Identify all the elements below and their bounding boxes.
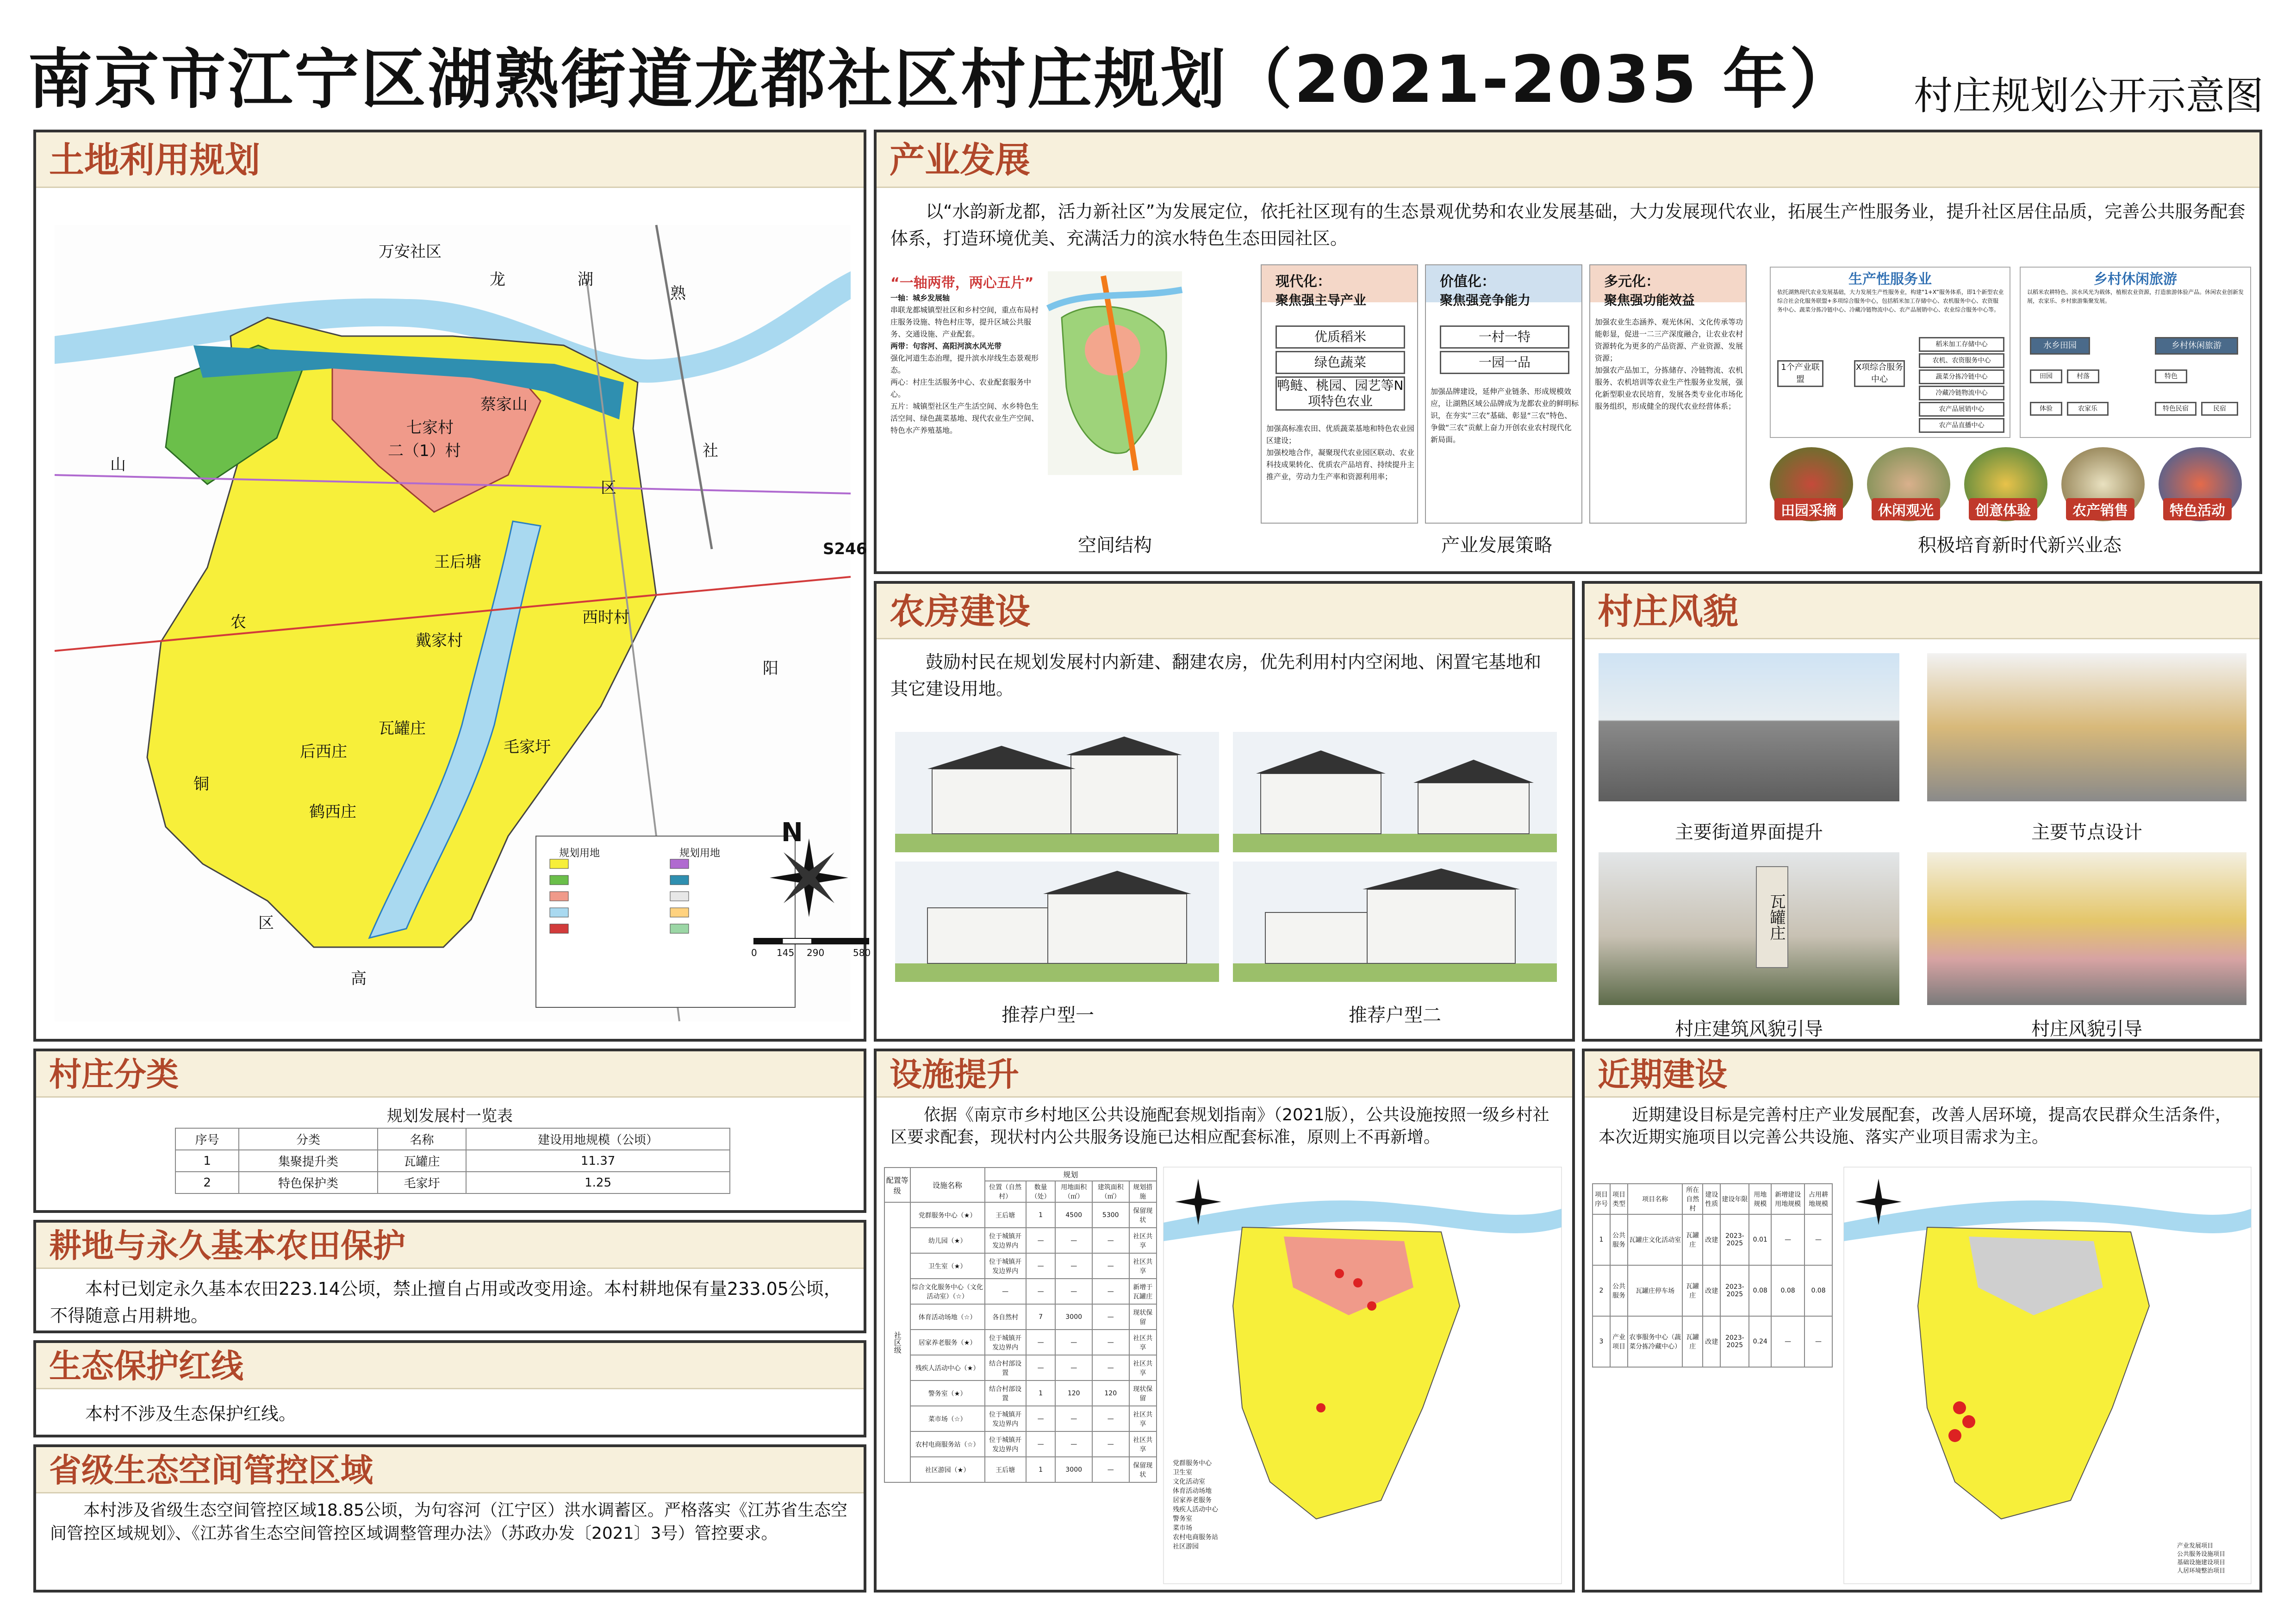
strategy-title: 现代化：: [1276, 274, 1331, 290]
productive-item: 稻米加工存储中心: [1919, 337, 2004, 352]
map-label: 高: [351, 969, 367, 988]
legend-item: 公共服务设施项目: [2177, 1551, 2226, 1558]
table-cell: —: [1092, 1406, 1129, 1431]
table-cell: 综合文化服务中心（文化活动室）（☆）: [910, 1279, 985, 1304]
strategy-subtitle: 聚焦强主导产业: [1276, 293, 1367, 308]
table-cell: —: [985, 1279, 1026, 1304]
photo-label: 农产销售: [2066, 498, 2134, 520]
recent-text: 近期建设目标是完善村庄产业发展配套，改善人居环境，提高农民群众生活条件，本次近期实施项目以完善公共设施、落实产业项目需求为主。: [1599, 1106, 2232, 1147]
table-cell: 农事服务中心（蔬菜分拣冷藏中心）: [1628, 1316, 1682, 1367]
table-cell: —: [1026, 1253, 1056, 1279]
strategy-box: 鸭鲢、桃园、园艺等N项特色农业: [1276, 376, 1405, 411]
classify-table: [175, 1128, 730, 1194]
table-header: 数量（处）: [1026, 1181, 1056, 1202]
table-cell: 社区共享: [1129, 1330, 1157, 1355]
strategy-bullet: 加强高标准农田、优质蔬菜基地和特色农业园区建设；: [1266, 424, 1415, 445]
table-cell: 3000: [1055, 1304, 1092, 1330]
redline-text: 本村不涉及生态保护红线。: [85, 1404, 297, 1424]
table-cell: 卫生室（★）: [910, 1253, 985, 1279]
table-cell: 社区共享: [1129, 1406, 1157, 1431]
table-cell: 位于城镇开发边界内: [985, 1431, 1026, 1457]
table-cell: 2023-2025: [1720, 1316, 1749, 1367]
table-cell: 3000: [1055, 1457, 1092, 1482]
strategy-box: 优质稻米: [1276, 325, 1405, 349]
table-cell: 瓦罐庄停车场: [1628, 1265, 1682, 1316]
panel-farmhouse: [874, 581, 1575, 1042]
map-label: 二（1）村: [388, 442, 461, 460]
facility-text: 依据《南京市乡村地区公共设施配套规划指南》（2021版），公共设施按照一级乡村社区要求配套，现状村内公共服务设施已达相应配套标准，原则上不再新增。: [890, 1106, 1549, 1147]
render-node: [1927, 653, 2246, 801]
structure-slogan: “一轴两带，两心五片”: [890, 275, 1034, 291]
strategy-subtitle: 聚焦强功能效益: [1604, 293, 1695, 308]
table-cell: 改建: [1703, 1214, 1720, 1265]
table-header: 建筑面积（㎡）: [1092, 1181, 1129, 1202]
industry-heading: 产业发展: [877, 132, 2259, 188]
map-label: 阳: [763, 659, 778, 678]
map-label: 蔡家山: [480, 395, 528, 414]
table-header: 用地面积（㎡）: [1055, 1181, 1092, 1202]
table-cell: 0.08: [1771, 1265, 1804, 1316]
classify-table-title: 规划发展村一览表: [387, 1107, 513, 1125]
render-street: [1599, 653, 1899, 801]
productive-item: 冷藏冷链物流中心: [1919, 386, 2004, 400]
table-row: [175, 1172, 730, 1193]
table-cell: 1: [1026, 1380, 1056, 1406]
table-cell: —: [1055, 1431, 1092, 1457]
table-cell: —: [1771, 1316, 1804, 1367]
table-cell: —: [1092, 1330, 1129, 1355]
table-cell: 5300: [1092, 1202, 1129, 1228]
leisure-tourism: [2020, 267, 2251, 438]
panel-farmland: [33, 1220, 866, 1333]
map-label: 瓦罐庄: [379, 719, 426, 738]
table-cell: 2: [175, 1172, 239, 1193]
table-header: 建设性质: [1703, 1184, 1720, 1214]
panel-classify: [33, 1049, 866, 1213]
table-cell: 2023-2025: [1720, 1265, 1749, 1316]
strategy-bullet: 加强农业生态涵养、观光休闲、文化传承等功能彰显，促进一二三产深度融合，让农业农村资源转化为更多的产品资源、产业资源、发展资源；: [1595, 318, 1743, 362]
table-row: [884, 1228, 1157, 1253]
map-label: 龙: [490, 270, 505, 289]
productive-item: 农机、农资服务中心: [1919, 353, 2004, 368]
table-cell: 保留现状: [1129, 1457, 1157, 1482]
panel-industry: [874, 130, 2262, 574]
map-label: 农: [230, 613, 246, 631]
legend-item: 居家养老服务: [1173, 1497, 1212, 1504]
table-cell: 0.08: [1804, 1265, 1832, 1316]
new-business-caption: 积极培育新时代新兴业态: [1918, 535, 2122, 556]
table-cell: 瓦罐庄: [378, 1150, 466, 1172]
strategy-bullet: 加强农产品加工，分拣储存、冷链物流、农机服务、农机培训等农业生产性服务业发展，强化新型职业农民培育，发展各类专业化市场化服务组织，形成健全的现代农业经营体系；: [1595, 366, 1743, 411]
table-cell: 党群服务中心（★）: [910, 1202, 985, 1228]
leisure-item: 民宿: [2201, 402, 2238, 416]
table-cell: 社区共享: [1129, 1431, 1157, 1457]
table-cell: 警务室（★）: [910, 1380, 985, 1406]
scale-label: 0: [751, 947, 757, 958]
strategy-column-1: [1261, 264, 1418, 524]
village-look-caption: 村庄风貌引导: [2031, 1018, 2142, 1040]
table-cell: 结合村部设置: [985, 1355, 1026, 1380]
new-business-photos: [1770, 447, 2251, 526]
table-cell: —: [1771, 1214, 1804, 1265]
facility-table: [884, 1167, 1157, 1483]
table-cell: 社区级: [884, 1202, 910, 1482]
table-cell: 社区共享: [1129, 1253, 1157, 1279]
leisure-left: 水乡田园: [2030, 337, 2090, 355]
table-row: [175, 1150, 730, 1172]
table-cell: 改建: [1703, 1265, 1720, 1316]
table-cell: 3: [1593, 1316, 1610, 1367]
page-subtitle: 村庄规划公开示意图: [1913, 73, 2264, 119]
house-render: [895, 862, 1219, 982]
structure-line: 五片：城镇型社区生产生活空间、水乡特色生活空间、绿色蔬菜基地、现代农业生产空间、特色水产养殖基地。: [890, 402, 1039, 435]
table-header: 建设用地规模（公顷）: [466, 1128, 730, 1150]
legend-item: 社区游园: [1173, 1543, 1199, 1550]
scale-label: 145: [777, 947, 795, 958]
table-cell: 王后塘: [985, 1457, 1026, 1482]
table-row: [884, 1202, 1157, 1228]
photo-label: 休闲观光: [1872, 498, 1940, 520]
table-cell: 结合村部设置: [985, 1380, 1026, 1406]
table-header: 项目类型: [1610, 1184, 1628, 1214]
map-label: 区: [258, 914, 274, 932]
table-cell: —: [1055, 1279, 1092, 1304]
table-cell: 瓦罐庄: [1682, 1316, 1703, 1367]
panel-recent: [1582, 1049, 2262, 1593]
compass-rose-icon: [1853, 1176, 1904, 1227]
table-cell: 社区游园（★）: [910, 1457, 985, 1482]
productive-text: 依托湖熟现代农业发展基础，大力发展生产性服务业，构建“1+X”服务体系，即1个新型农业综合社会化服务联盟+多项综合服务中心，包括稻米加工存储中心、农机服务中心、农资服务中心、蔬菜分拣冷链中心、冷藏冷链物流中心、农产品展销中心、农业综合服务中心等。: [1777, 289, 2004, 313]
legend-item: 基础设施建设项目: [2177, 1559, 2226, 1566]
legend-item: 警务室: [1173, 1515, 1192, 1523]
table-row: [1593, 1214, 1832, 1265]
table-header: 序号: [175, 1128, 239, 1150]
recent-table: [1592, 1183, 1833, 1368]
farmhouse-heading: 农房建设: [877, 584, 1572, 639]
table-cell: 11.37: [466, 1150, 730, 1172]
farmhouse-caption: 推荐户型二: [1349, 1005, 1441, 1026]
page-title: 南京市江宁区湖熟街道龙都社区村庄规划（2021-2035 年）: [28, 42, 1856, 118]
table-cell: 新增于瓦罐庄: [1129, 1279, 1157, 1304]
table-cell: —: [1092, 1457, 1129, 1482]
table-row: [1593, 1265, 1832, 1316]
table-header: 规划措施: [1129, 1181, 1157, 1202]
table-cell: 菜市场（☆）: [910, 1406, 985, 1431]
panel-redline: [33, 1340, 866, 1437]
legend-item: 农村电商服务站: [1173, 1534, 1218, 1541]
table-cell: 0.01: [1749, 1214, 1771, 1265]
table-cell: 保留现状: [1129, 1202, 1157, 1228]
farmland-text: 本村已划定永久基本农田223.14公顷，禁止擅自占用或改变用途。本村耕地保有量233.05公顷，不得随意占用耕地。: [50, 1279, 841, 1326]
classify-heading: 村庄分类: [36, 1051, 864, 1098]
table-row: [884, 1279, 1157, 1304]
map-label: 熟: [670, 284, 686, 303]
structure-line: 强化河道生态治理，提升滨水岸线生态景观形态。: [890, 354, 1039, 375]
table-row: [884, 1457, 1157, 1482]
productive-item: 农产品展销中心: [1919, 402, 2004, 417]
map-label: 毛家圩: [504, 738, 551, 756]
scale-bar: [753, 938, 869, 944]
table-cell: 7: [1026, 1304, 1056, 1330]
table-cell: 4500: [1055, 1202, 1092, 1228]
map-label: S246: [823, 540, 867, 558]
photo-label: 田园采摘: [1774, 498, 1843, 520]
leisure-item: 村落: [2067, 369, 2099, 383]
table-header: 配置等级: [884, 1168, 910, 1202]
legend-title: 规划用地: [679, 848, 721, 859]
village-look-caption: 村庄建筑风貌引导: [1675, 1018, 1823, 1040]
leisure-item: 特色民宿: [2155, 402, 2196, 416]
table-cell: 120: [1092, 1380, 1129, 1406]
legend-item: 菜市场: [1173, 1524, 1192, 1532]
table-cell: 体育活动场地（☆）: [910, 1304, 985, 1330]
table-cell: —: [1055, 1228, 1092, 1253]
table-cell: —: [1055, 1330, 1092, 1355]
recent-map: [1844, 1167, 2251, 1584]
map-label: 戴家村: [416, 631, 463, 650]
table-cell: 社区共享: [1129, 1355, 1157, 1380]
table-cell: —: [1055, 1253, 1092, 1279]
table-header: 分类: [239, 1128, 378, 1150]
productive-item: 农产品直播中心: [1919, 418, 2004, 433]
legend-item: 人居环境整治项目: [2177, 1568, 2226, 1574]
structure-diagram: [1048, 271, 1182, 475]
recent-heading: 近期建设: [1585, 1051, 2259, 1098]
table-cell: 公共服务: [1610, 1265, 1628, 1316]
house-render: [895, 732, 1219, 852]
table-cell: 瓦罐庄: [1682, 1265, 1703, 1316]
table-row: [884, 1330, 1157, 1355]
legend-item: 体育活动场地: [1173, 1487, 1212, 1495]
compass-rose-icon: [1173, 1176, 1224, 1227]
table-row: [884, 1431, 1157, 1457]
map-label: 社: [703, 442, 718, 460]
table-cell: —: [1092, 1355, 1129, 1380]
village-look-caption: 主要街道界面提升: [1675, 822, 1823, 843]
table-cell: —: [1092, 1431, 1129, 1457]
table-cell: —: [1092, 1253, 1129, 1279]
table-cell: 公共服务: [1610, 1214, 1628, 1265]
legend-item: 产业发展项目: [2177, 1543, 2214, 1549]
table-cell: —: [1804, 1214, 1832, 1265]
table-cell: —: [1804, 1316, 1832, 1367]
table-row: [884, 1253, 1157, 1279]
leisure-title: 乡村休闲旅游: [2094, 271, 2177, 287]
village-look-heading: 村庄风貌: [1585, 584, 2259, 639]
table-header: 用地规模: [1749, 1184, 1771, 1214]
table-cell: —: [1026, 1355, 1056, 1380]
leisure-item: 田园: [2030, 369, 2062, 383]
structure-line: 串联龙都城镇型社区和乡村空间，重点布局村庄服务设施、特色村庄等，提升区域公共服务、交通设施、产业配套。: [890, 306, 1039, 338]
table-cell: 位于城镇开发边界内: [985, 1330, 1026, 1355]
render-building: [1599, 852, 1899, 1005]
table-header: 项目序号: [1593, 1184, 1610, 1214]
photo-label: 创意体验: [1969, 498, 2037, 520]
table-header: 名称: [378, 1128, 466, 1150]
table-cell: 1: [1593, 1214, 1610, 1265]
redline-heading: 生态保护红线: [36, 1343, 864, 1389]
eco-text: 本村涉及省级生态空间管控区域18.85公顷，为句容河（江宁区）洪水调蓄区。严格落实《江苏省生态空间管控区域规划》、《江苏省生态空间管控区域调整管理办法》（苏政办发〔2021〕3号）管控要求。: [50, 1501, 848, 1543]
table-header: 占用耕地规模: [1804, 1184, 1832, 1214]
table-cell: 残疾人活动中心（★）: [910, 1355, 985, 1380]
table-row: [1593, 1316, 1832, 1367]
table-cell: —: [1092, 1304, 1129, 1330]
farmhouse-text: 鼓励村民在规划发展村内新建、翻建农房，优先利用村内空闲地、闲置宅基地和其它建设用地。: [890, 652, 1542, 699]
panel-facility: [874, 1049, 1575, 1593]
table-cell: 社区共享: [1129, 1228, 1157, 1253]
table-row: [884, 1406, 1157, 1431]
leisure-item: 农家乐: [2067, 402, 2109, 416]
leisure-text: 以稻米农耕特色、滨水风光为载体，植根农业资源，打造旅游体验产品。休闲农业创新发展，农家乐、乡村旅游集聚发展。: [2027, 289, 2244, 304]
table-header: 设施名称: [910, 1168, 985, 1202]
table-cell: —: [1026, 1431, 1056, 1457]
table-header: 项目名称: [1628, 1184, 1682, 1214]
table-cell: 0.24: [1749, 1316, 1771, 1367]
productive-item: 蔬菜分拣冷链中心: [1919, 369, 2004, 384]
map-label: 山: [110, 456, 126, 474]
facility-legend: [1173, 1459, 1265, 1551]
strategy-caption: 产业发展策略: [1441, 535, 1552, 556]
strategy-box: 一园一品: [1440, 351, 1569, 374]
table-cell: —: [1055, 1406, 1092, 1431]
panel-village-look: [1582, 581, 2262, 1042]
strategy-bullet: 加强校地合作，凝聚现代农业园区联动、农业科技成果转化、优质农产品培育、持续提升主推产业，劳动力生产率和资源利用率；: [1266, 448, 1415, 481]
legend-item: 残疾人活动中心: [1173, 1506, 1218, 1513]
table-cell: 1: [175, 1150, 239, 1172]
structure-caption: 空间结构: [1078, 535, 1152, 556]
productive-title: 生产性服务业: [1848, 271, 1932, 287]
table-cell: 1: [1026, 1202, 1056, 1228]
table-header: 建设年限: [1720, 1184, 1749, 1214]
map-label: 万安社区: [379, 243, 442, 261]
north-arrow: N: [781, 818, 803, 848]
strategy-column-3: [1589, 264, 1747, 524]
eco-heading: 省级生态空间管控区域: [36, 1447, 864, 1493]
leisure-item: 特色: [2155, 369, 2187, 383]
table-cell: 1.25: [466, 1172, 730, 1193]
table-cell: 2023-2025: [1720, 1214, 1749, 1265]
recent-legend: [2177, 1542, 2256, 1575]
structure-line: 一轴：城乡发展轴: [890, 294, 950, 302]
table-cell: —: [1092, 1279, 1129, 1304]
scale-label: 580: [853, 947, 871, 958]
strategy-box: 绿色蔬菜: [1276, 351, 1405, 374]
table-cell: 产业项目: [1610, 1316, 1628, 1367]
table-cell: 幼儿园（★）: [910, 1228, 985, 1253]
table-row: [884, 1304, 1157, 1330]
table-cell: —: [1055, 1355, 1092, 1380]
legend-item: 卫生室: [1173, 1469, 1192, 1476]
compass-rose-icon: [767, 836, 851, 919]
table-header: 新增建设用地规模: [1771, 1184, 1804, 1214]
strategy-title: 价值化：: [1440, 274, 1495, 290]
table-cell: 特色保护类: [239, 1172, 378, 1193]
table-cell: 2: [1593, 1265, 1610, 1316]
village-sign: 瓦罐庄: [1756, 866, 1788, 968]
legend-item: 文化活动室: [1173, 1478, 1205, 1486]
table-cell: —: [1026, 1279, 1056, 1304]
map-label: 王后塘: [434, 553, 481, 571]
table-cell: 现状保留: [1129, 1380, 1157, 1406]
land-use-heading: 土地利用规划: [36, 132, 864, 188]
table-cell: 0.08: [1749, 1265, 1771, 1316]
map-label: 七家村: [406, 418, 454, 437]
table-cell: —: [1026, 1330, 1056, 1355]
structure-line: 两带：句容河、高阳河滨水风光带: [890, 342, 1002, 350]
farmland-heading: 耕地与永久基本农田保护: [36, 1223, 864, 1269]
table-cell: —: [1026, 1406, 1056, 1431]
table-header: 位置（自然村）: [985, 1181, 1026, 1202]
table-row: [884, 1355, 1157, 1380]
industry-intro: 以“水韵新龙都，活力新社区”为发展定位，依托社区现有的生态景观优势和农业发展基础，大力发展现代农业，拓展生产性服务业，提升社区居住品质，完善公共服务配套体系，打造环境优美、充满活力的滨水特色生态田园社区。: [890, 201, 2246, 249]
strategy-subtitle: 聚焦强竞争能力: [1440, 293, 1531, 308]
table-cell: 120: [1055, 1380, 1092, 1406]
table-cell: 各自然村: [985, 1304, 1026, 1330]
strategy-bullet: 加强品牌建设，延伸产业链条、形成规模效应，让湖熟区域公品牌成为龙都农业的鲜明标识，在夯实“三农”基础、彰显“三农”特色、争做“三农”贡献上奋力开创农业农村现代化新局面。: [1431, 387, 1579, 444]
map-label: 西时村: [582, 608, 629, 627]
panel-eco: [33, 1444, 866, 1593]
house-render: [1233, 732, 1557, 852]
table-cell: 毛家圩: [378, 1172, 466, 1193]
farmhouse-caption: 推荐户型一: [1002, 1005, 1094, 1026]
village-look-caption: 主要节点设计: [2031, 822, 2142, 843]
strategy-box: 一村一特: [1440, 325, 1569, 349]
table-cell: 农村电商服务站（☆）: [910, 1431, 985, 1457]
house-render: [1233, 862, 1557, 982]
table-cell: —: [1026, 1228, 1056, 1253]
legend-title: 规划用地: [559, 848, 600, 859]
strategy-column-2: [1425, 264, 1582, 524]
table-cell: —: [1092, 1228, 1129, 1253]
table-cell: 瓦罐庄: [1682, 1214, 1703, 1265]
table-cell: 瓦罐庄文化活动室: [1628, 1214, 1682, 1265]
map-label: 后西庄: [300, 743, 347, 761]
map-label: 区: [601, 479, 616, 497]
table-cell: 位于城镇开发边界内: [985, 1228, 1026, 1253]
table-cell: 王后塘: [985, 1202, 1026, 1228]
table-cell: 居家养老服务（★）: [910, 1330, 985, 1355]
table-row: [884, 1380, 1157, 1406]
leisure-right: 乡村休闲旅游: [2155, 337, 2238, 355]
table-header: 规划: [985, 1168, 1157, 1181]
land-use-map: [55, 225, 851, 1021]
productive-center: 1个产业联盟: [1777, 360, 1823, 387]
table-cell: 位于城镇开发边界内: [985, 1406, 1026, 1431]
render-landscape: [1927, 852, 2246, 1005]
table-cell: 1: [1026, 1457, 1056, 1482]
photo-label: 特色活动: [2163, 498, 2232, 520]
facility-heading: 设施提升: [877, 1051, 1572, 1098]
table-cell: 现状保留: [1129, 1304, 1157, 1330]
scale-label: 290: [807, 947, 825, 958]
productive-service: [1770, 267, 2010, 438]
table-header: 所在自然村: [1682, 1184, 1703, 1214]
structure-line: 两心：村庄生活服务中心、农业配套服务中心。: [890, 378, 1032, 399]
table-cell: 位于城镇开发边界内: [985, 1253, 1026, 1279]
panel-land-use: [33, 130, 871, 1042]
map-label: 铜: [193, 775, 209, 793]
map-label: 湖: [578, 270, 593, 289]
structure-text: [890, 292, 1043, 437]
table-cell: 集聚提升类: [239, 1150, 378, 1172]
table-cell: 改建: [1703, 1316, 1720, 1367]
leisure-item: 体验: [2030, 402, 2062, 416]
legend-item: 党群服务中心: [1173, 1460, 1212, 1467]
strategy-title: 多元化：: [1604, 274, 1660, 290]
productive-x: X项综合服务中心: [1854, 360, 1905, 387]
map-label: 鹤西庄: [309, 803, 356, 821]
